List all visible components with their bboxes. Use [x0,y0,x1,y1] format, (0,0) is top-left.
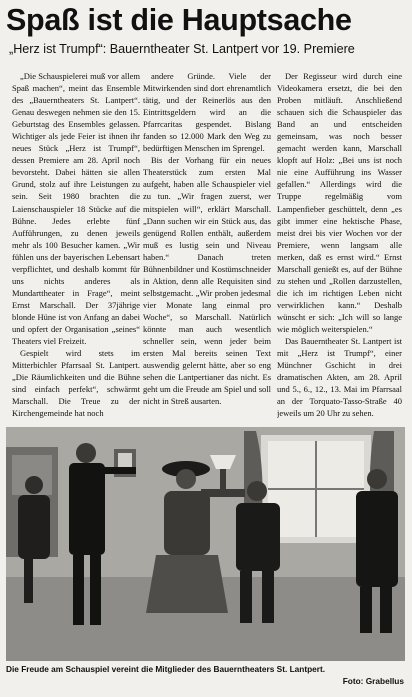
article-column-1 [12,70,140,480]
article-column-2 [143,70,271,480]
photo-credit: Foto: Grabellus [342,676,404,686]
paragraph: „Die Schauspielerei muß vor allem Spaß machen“, meint das Ensemble des „Bauerntheaters St. Lantpert“. Genau deswegen nehmen sie den 15. Geburtstag des Ensembles gelassen. Wichtiger als jede Feier ist ihnen ihr neues Stück „Herz ist Trumpf“, dessen Premiere am 28. April noch bevorsteht. Dabei hätten sie allen Grund, stolz auf ihre Leistungen zu sein. Seit 1980 brachten die Laienschauspieler 18 Stücke auf die Bühne. Jedes erlebte fünf Aufführungen, zu denen jeweils mehr als 100 Besucher kamen. „Wir fühlen uns der bayerischen Lebensart verpflichtet, und deshalb kommt für uns nichts anderes als Mundarttheater in Frage“, meint Ernst Marschall. Der 37jährige blonde Hüne ist von Anfang an dabei und opfert der Organisation „seines“ Theaters viel Freizeit. [12,71,140,347]
theater-group-photo [6,427,405,661]
subheadline: „Herz ist Trumpf“: Bauerntheater St. Lantpert vor 19. Premiere [9,42,355,56]
paragraph: Der Regisseur wird durch eine Videokamera ersetzt, die bei den Proben mitläuft. Anschließend schauen sich die Schauspieler das Band an und entscheiden gemeinsam, was noch besser gemacht werden kann, Marschall klopft auf Holz: „Bei uns ist noch nie eine Aufführung ins Wasser gefallen.“ Allerdings wird die Truppe regelmäßig vom Lampenfieber geschüttelt, denn „es gibt immer eine hektische Phase, meist drei bis vier Wochen vor der Premiere, wenn langsam alle merken, daß es ernst wird.“ Ernst Marschall genießt es, auf der Bühne zu stehen und „Rollen darzustellen, die ich im richtigen Leben nicht verwirklichen kann.“ Deshalb wünscht er sich: „Ich will so lange wie möglich weiterspielen.“ [277,71,402,334]
headline: Spaß ist die Hauptsache [6,3,352,37]
paragraph: Gespielt wird stets im Mitterbichler Pfarrsaal St. Lantpert. „Die Räumlichkeiten und die Bühne sind einfach perfekt“, schwärmt Marschall. Die Treue zu der Kirchengemeinde hat noch [12,348,140,419]
paragraph: Das Bauerntheater St. Lantpert ist mit „Herz ist Trumpf“, einer Münchner Gschicht in drei dramatischen Akten, am 28. April und 5., 6., 12., 13. Mai im Pfarrsaal an der Torquato-Tasso-Straße 40 jeweils um 20 Uhr zu sehen. [277,336,402,419]
photo-illustration [6,427,405,661]
paragraph: Bis der Vorhang für ein neues Theaterstück zum ersten Mal aufgeht, haben alle Schauspieler viel zu tun. „Wir fragen zuerst, wer mitspielen will“, erklärt Marschall. „Dann suchen wir ein Stück aus, das genügend Rollen enthält, außerdem muß es lustig sein und Niveau haben.“ Danach treten Bühnenbildner und Kostümschneider in Aktion, denn alle Requisiten sind selbstgemacht. „Wir proben jedesmal vier Monate lang einmal pro Woche“, so Marschall. Natürlich könnte man auch wesentlich schneller sein, wenn jeder beim ersten Mal bereits seinen Text auswendig gelernt hätte, aber so eng sehen die Lantpertianer das nicht. Es geht um die Freude am Spiel und soll nicht in Streß ausarten. [143,155,271,407]
article-column-3 [277,70,402,480]
paragraph: andere Gründe. Viele der Mitwirkenden sind dort ehrenamtlich tätig, und der Reinerlös aus den Eintrittsgeldern wird an die Pfarrcaritas gespendet. Bislang fanden so 12.000 Mark den Weg zu bedürftigen Menschen im Sprengel. [143,71,271,154]
photo-caption: Die Freude am Schauspiel vereint die Mitglieder des Bauerntheaters St. Lantpert. [6,664,326,674]
